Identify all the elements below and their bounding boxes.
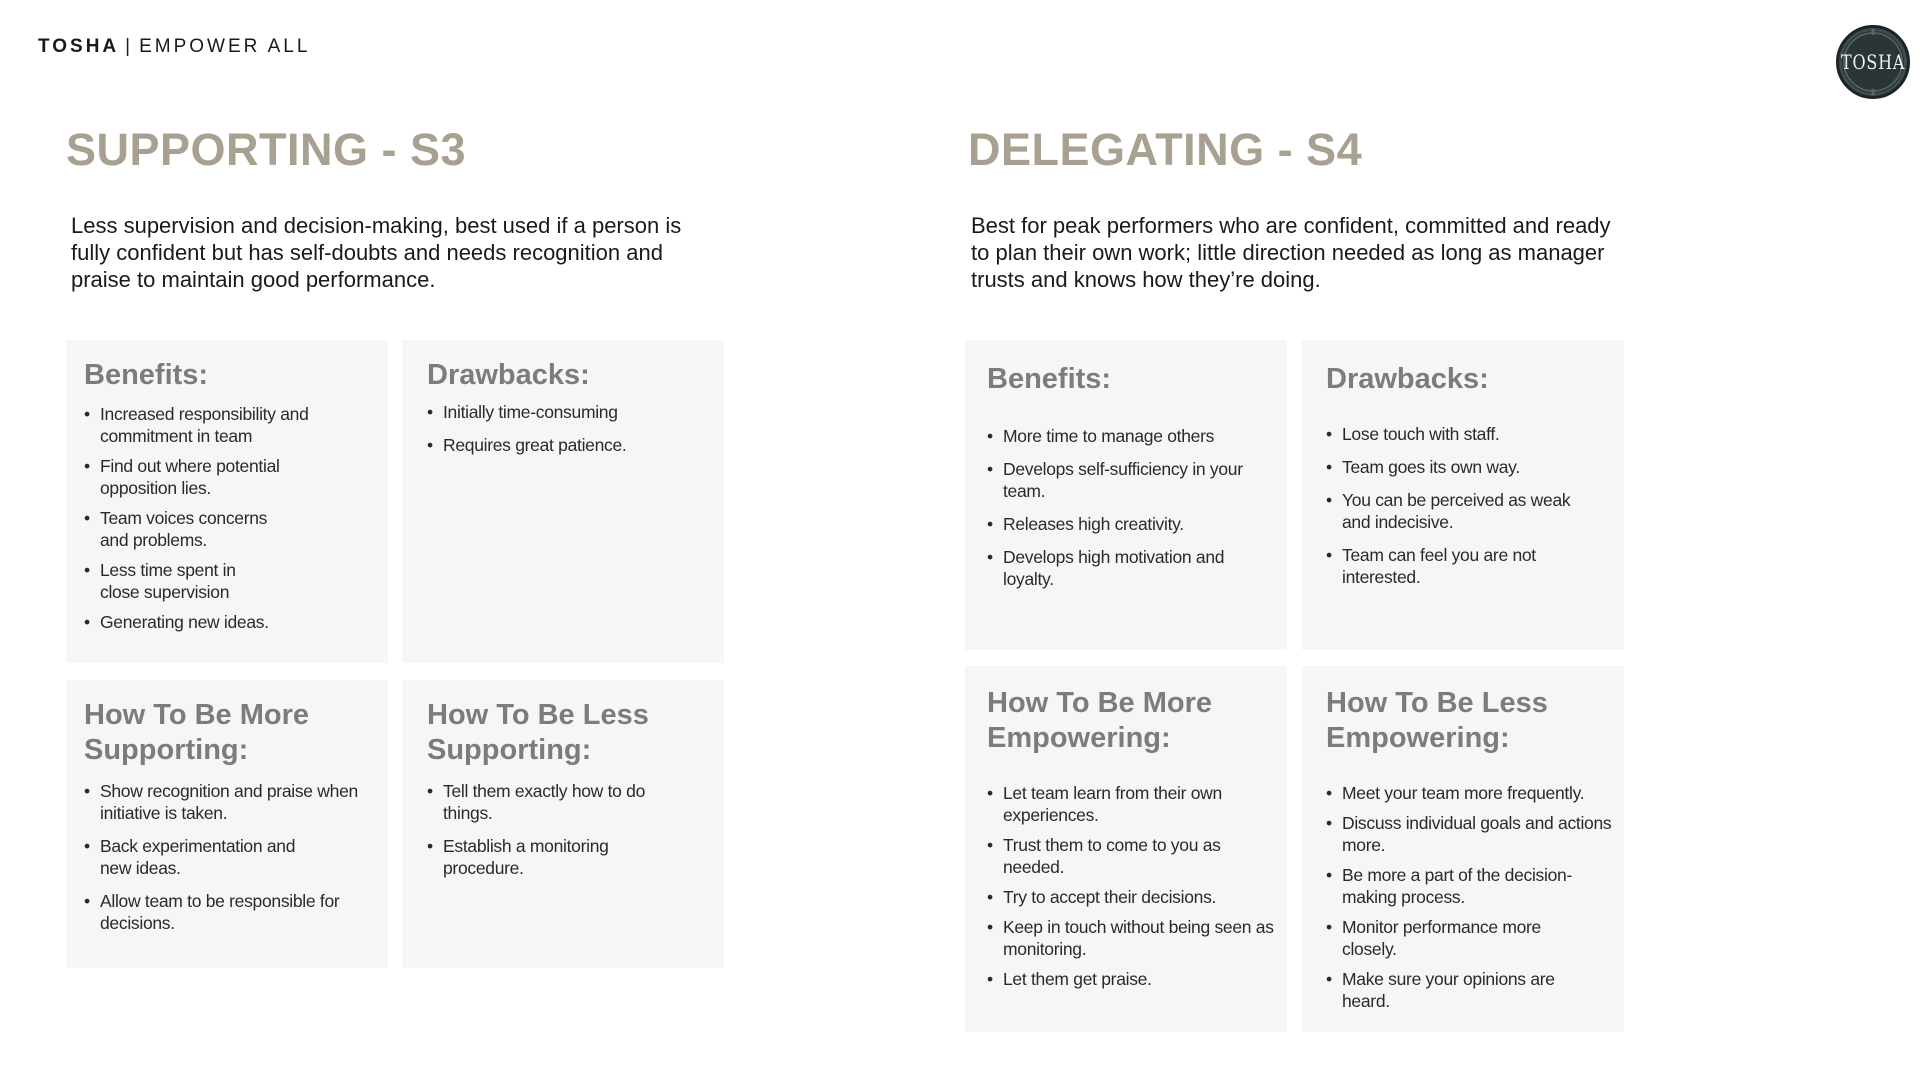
list-item: • Be more a part of the decision-making process.	[1326, 864, 1602, 908]
s3-drawbacks-list	[427, 401, 708, 456]
s4-title: DELEGATING - S4	[968, 124, 1363, 175]
tosha-logo-icon	[1836, 25, 1910, 99]
list-item: • Tell them exactly how to do things.	[427, 780, 668, 824]
s4-drawbacks-card	[1302, 340, 1624, 650]
list-item: • Releases high creativity.	[987, 513, 1271, 535]
s3-description: Less supervision and decision-making, best used if a person is fully confident but has self-doubts and needs recognition and praise to maintain good performance.	[71, 213, 682, 292]
list-item: • Requires great patience.	[427, 434, 708, 456]
brand-name: TOSHA	[38, 36, 120, 57]
s3-less-heading: How To Be Less Supporting:	[427, 699, 649, 766]
s3-benefits-heading: Benefits:	[84, 359, 209, 391]
s4-drawbacks-list	[1326, 423, 1608, 588]
s4-benefits-list	[987, 425, 1271, 590]
list-item: • Discuss individual goals and actions more.	[1326, 812, 1632, 856]
s4-less-list	[1326, 782, 1618, 1012]
list-item: • Trust them to come to you as needed.	[987, 834, 1253, 878]
list-item: • Monitor performance more closely.	[1326, 916, 1542, 960]
list-item: • Try to accept their decisions.	[987, 886, 1271, 908]
list-item: • Generating new ideas.	[84, 611, 340, 633]
list-item: • Establish a monitoring procedure.	[427, 835, 643, 879]
list-item: • Less time spent in close supervision	[84, 559, 260, 603]
s3-drawbacks-card	[402, 340, 724, 663]
list-item: • Keep in touch without being seen as monitoring.	[987, 916, 1278, 960]
list-item: • Show recognition and praise when initiative is taken.	[84, 780, 385, 824]
list-item: • Let team learn from their own experiences.	[987, 782, 1263, 826]
brand-header	[38, 36, 310, 58]
s4-description: Best for peak performers who are confident, committed and ready to plan their own work; little direction needed as long as manager trusts and knows how they’re doing.	[971, 213, 1611, 292]
list-item: • Let them get praise.	[987, 968, 1271, 990]
s4-more-heading: How To Be More Empowering:	[987, 687, 1213, 754]
s4-less-card	[1302, 666, 1624, 1032]
list-item: • Find out where potential opposition lies.	[84, 455, 300, 499]
s4-drawbacks-heading: Drawbacks:	[1326, 363, 1489, 395]
list-item: • Back experimentation and new ideas.	[84, 835, 310, 879]
list-item: • Allow team to be responsible for decisions.	[84, 890, 370, 934]
list-item: • Team goes its own way.	[1326, 456, 1608, 478]
list-item: • Develops self-sufficiency in your team.	[987, 458, 1273, 502]
s3-benefits-list	[84, 403, 372, 633]
logo-text: TOSHA	[1840, 50, 1906, 74]
list-item: • Team can feel you are not interested.	[1326, 544, 1542, 588]
s3-more-list	[84, 780, 372, 934]
s4-more-card	[965, 666, 1287, 1032]
s4-less-heading: How To Be Less Empowering:	[1326, 687, 1548, 754]
list-item: • Increased responsibility and commitment in team	[84, 403, 325, 447]
list-item: • Lose touch with staff.	[1326, 423, 1608, 445]
s3-more-card	[66, 680, 388, 968]
s3-more-heading: How To Be More Supporting:	[84, 699, 310, 766]
s3-less-list	[427, 780, 708, 879]
list-item: • You can be perceived as weak and indecisive.	[1326, 489, 1602, 533]
s3-less-card	[402, 680, 724, 968]
s4-benefits-heading: Benefits:	[987, 363, 1112, 395]
brand-separator: |	[125, 36, 134, 57]
list-item: • Meet your team more frequently.	[1326, 782, 1618, 804]
brand-tagline: EMPOWER ALL	[139, 36, 311, 57]
s4-more-list	[987, 782, 1274, 990]
list-item: • Team voices concerns and problems.	[84, 507, 285, 551]
list-item: • Initially time-consuming	[427, 401, 708, 423]
s3-drawbacks-heading: Drawbacks:	[427, 359, 590, 391]
list-item: • More time to manage others	[987, 425, 1271, 447]
list-item: • Develops high motivation and loyalty.	[987, 546, 1253, 590]
s3-title: SUPPORTING - S3	[66, 124, 467, 175]
s3-benefits-card	[66, 340, 388, 663]
list-item: • Make sure your opinions are heard.	[1326, 968, 1557, 1012]
s4-benefits-card	[965, 340, 1287, 650]
